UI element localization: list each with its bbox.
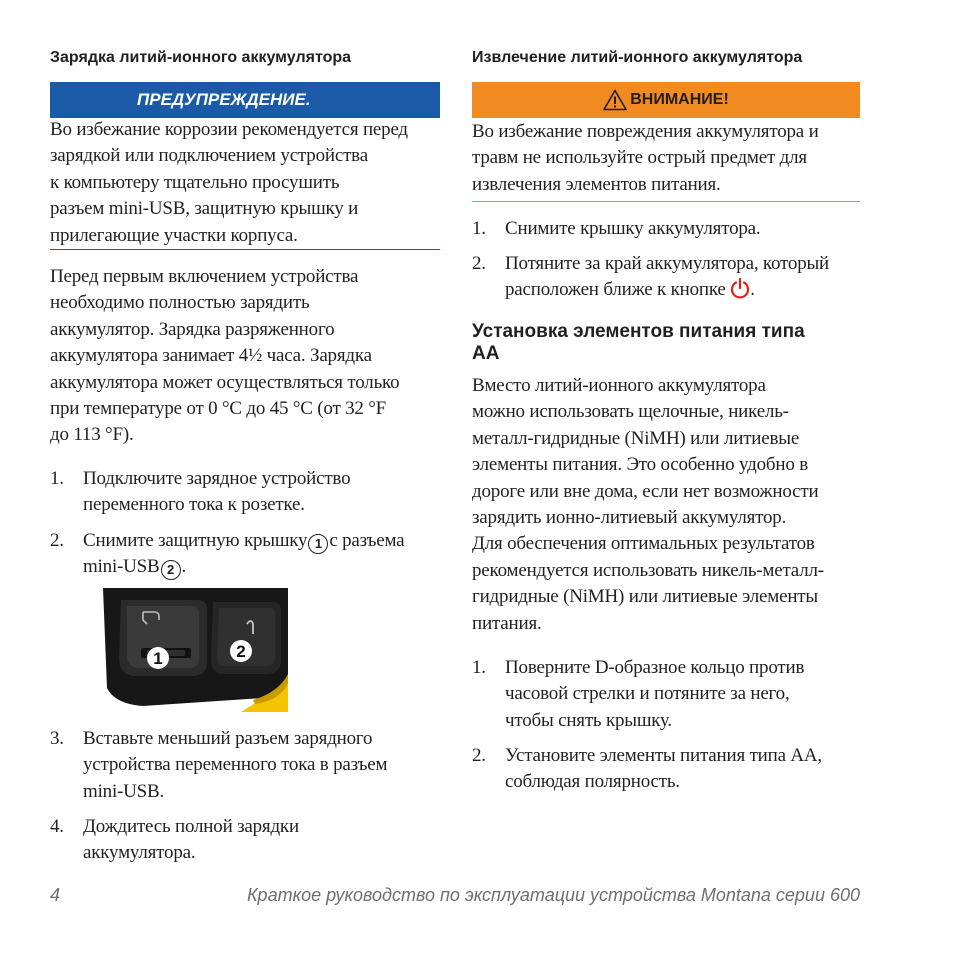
- charging-intro-paragraph: [50, 264, 440, 449]
- warning-line: зарядкой или подключением устройства: [50, 145, 368, 167]
- paragraph-line: гидридные (NiMH) или литиевые элементы: [472, 586, 818, 608]
- step-line: переменного тока к розетке.: [83, 494, 305, 516]
- step-line: Установите элементы питания типа АА,: [505, 745, 822, 766]
- step-line: [83, 528, 440, 554]
- section-heading-charging: Зарядка литий-ионного аккумулятора: [50, 49, 352, 66]
- paragraph-line: зарядить ионно-литиевый аккумулятор.: [472, 507, 787, 529]
- step-text: Снимите защитную крышку: [83, 530, 308, 551]
- step-number: 2.: [472, 745, 486, 766]
- caution-line: Во избежание повреждения аккумулятора и: [472, 121, 819, 142]
- caution-divider: [472, 201, 860, 202]
- photo-callout-2: 2: [236, 642, 246, 661]
- warning-label: ПРЕДУПРЕЖДЕНИЕ.: [137, 90, 311, 109]
- paragraph-line: Перед первым включением устройства: [50, 266, 359, 287]
- step-number: 3.: [50, 728, 64, 749]
- caution-line: травм не используйте острый предмет для: [472, 147, 807, 169]
- step-line: часовой стрелки и потяните за него,: [505, 683, 790, 705]
- step-text: .: [750, 279, 755, 301]
- footer-title: Краткое руководство по эксплуатации устройства Montana серии 600: [246, 885, 860, 905]
- callout-marker-2: 2: [161, 560, 181, 580]
- warning-line: к компьютеру тщательно просушить: [50, 171, 340, 193]
- paragraph-line: Вместо литий-ионного аккумулятора: [472, 375, 766, 396]
- caution-line: извлечения элементов питания.: [472, 173, 721, 195]
- paragraph-line: аккумулятора может осуществляться только: [50, 371, 400, 393]
- step-line: Снимите крышку аккумулятора.: [505, 218, 761, 239]
- power-button-icon: [730, 277, 750, 299]
- step-line: Подключите зарядное устройство: [83, 468, 351, 489]
- step-line: mini-USB.: [83, 780, 165, 802]
- step-line: чтобы снять крышку.: [505, 709, 672, 731]
- caution-text: [472, 119, 860, 198]
- paragraph-line: при температуре от 0 °C до 45 °C (от 32 °F: [50, 398, 387, 420]
- subheading-line: АА: [472, 343, 500, 364]
- paragraph-line: дороге или вне дома, если нет возможности: [472, 480, 819, 502]
- step-number: 1.: [50, 468, 64, 489]
- warning-line: разъем mini-USB, защитную крышку и: [50, 198, 359, 220]
- section-heading-removal: Извлечение литий-ионного аккумулятора: [472, 49, 803, 66]
- step-line: соблюдая полярность.: [505, 771, 680, 793]
- step-number: 2.: [50, 530, 64, 551]
- step-line: Поверните D-образное кольцо против: [505, 657, 805, 678]
- photo-callout-1: 1: [153, 649, 163, 668]
- usb-port-photo: [103, 588, 288, 712]
- section-heading-aa: [472, 321, 860, 365]
- warning-divider: [50, 249, 440, 250]
- step-text: .: [181, 556, 187, 578]
- paragraph-line: рекомендуется использовать никель-металл-: [472, 559, 824, 581]
- step-text: mini-USB: [83, 556, 160, 578]
- paragraph-line: аккумулятор. Зарядка разряженного: [50, 318, 335, 340]
- warning-banner: [50, 82, 440, 118]
- step-text: с разъема: [329, 530, 405, 551]
- paragraph-line: Для обеспечения оптимальных результатов: [472, 533, 815, 555]
- paragraph-line: до 113 °F).: [50, 424, 134, 446]
- step-number: 2.: [472, 253, 486, 274]
- callout-marker-1: 1: [308, 534, 328, 554]
- page-number: 4: [50, 885, 61, 905]
- step-text: расположен ближе к кнопке: [505, 279, 726, 301]
- paragraph-line: аккумулятора занимает 4½ часа. Зарядка: [50, 345, 372, 367]
- warning-line: Во избежание коррозии рекомендуется перед: [50, 119, 408, 140]
- subheading-line: Установка элементов питания типа: [472, 321, 805, 342]
- step-line: аккумулятора.: [83, 842, 196, 864]
- aa-paragraph: [472, 373, 860, 637]
- paragraph-line: можно использовать щелочные, никель-: [472, 401, 789, 423]
- caution-label: ВНИМАНИЕ!: [630, 91, 729, 108]
- paragraph-line: необходимо полностью зарядить: [50, 292, 310, 314]
- step-line: [83, 554, 440, 580]
- step-number: 1.: [472, 657, 486, 678]
- warning-text: [50, 117, 440, 249]
- caution-triangle-icon: [603, 89, 627, 111]
- paragraph-line: питания.: [472, 612, 542, 634]
- step-number: 1.: [472, 218, 486, 239]
- step-line: Вставьте меньший разъем зарядного: [83, 728, 373, 749]
- warning-line: прилегающие участки корпуса.: [50, 224, 298, 246]
- step-line: [505, 277, 860, 303]
- step-line: Дождитесь полной зарядки: [83, 816, 299, 837]
- caution-banner: [472, 82, 860, 118]
- step-line: устройства переменного тока в разъем: [83, 754, 388, 776]
- step-line: Потяните за край аккумулятора, который: [505, 253, 830, 274]
- paragraph-line: металл-гидридные (NiMH) или литиевые: [472, 427, 800, 449]
- step-number: 4.: [50, 816, 64, 837]
- paragraph-line: элементы питания. Это особенно удобно в: [472, 454, 808, 476]
